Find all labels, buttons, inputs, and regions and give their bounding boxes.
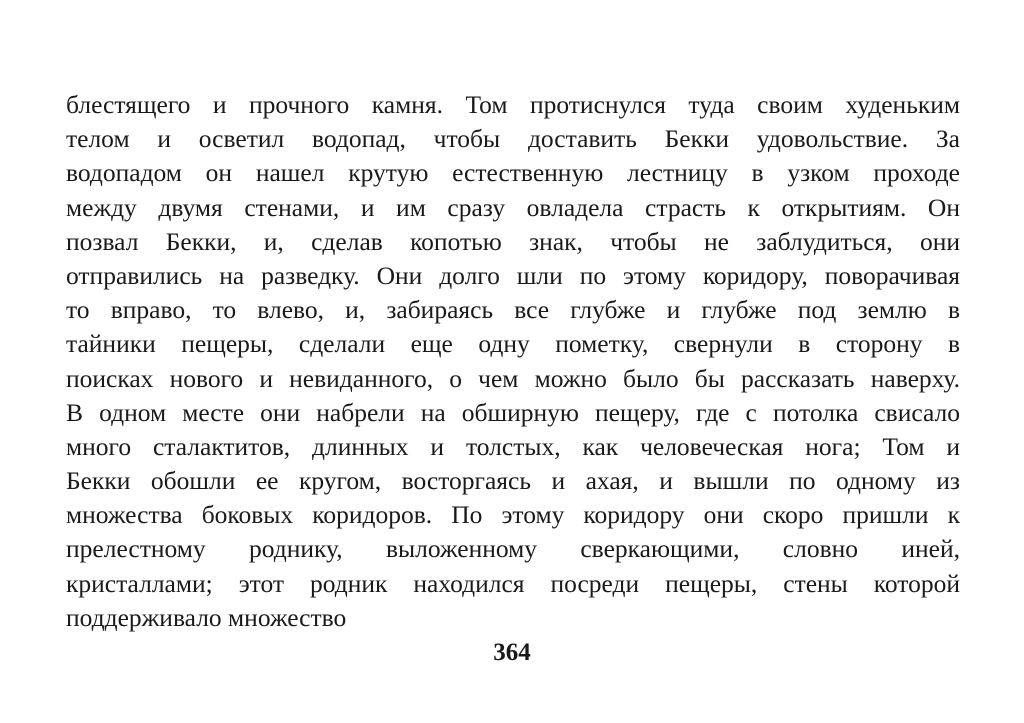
text-line: поисках нового и невиданного, о чем можно было бы рассказать наверху. <box>66 363 960 393</box>
text-line: водопадом он нашел крутую естественную лестницу в узком проходе <box>66 158 960 188</box>
text-line: позвал Бекки, и, сделав копотью знак, чтобы не заблудиться, они <box>66 226 960 256</box>
page-text <box>66 88 960 635</box>
text-line: Бекки обошли ее кругом, восторгаясь и ахая, и вышли по одному из <box>66 466 960 496</box>
text-line: то вправо, то влево, и, забираясь все глубже и глубже под землю в <box>66 295 960 325</box>
text-line: телом и осветил водопад, чтобы доставить Бекки удовольствие. За <box>66 124 960 154</box>
text-line: тайники пещеры, сделали еще одну пометку, свернули в сторону в <box>66 329 960 359</box>
page-number: 364 <box>493 639 531 666</box>
text-line: множества боковых коридоров. По этому коридору они скоро пришли к <box>66 500 960 530</box>
text-line: кристаллами; этот родник находился посреди пещеры, стены которой <box>66 568 960 598</box>
text-line: В одном месте они набрели на обширную пещеру, где с потолка свисало <box>66 397 960 427</box>
text-line: прелестному роднику, выложенному сверкающими, словно иней, <box>66 534 960 564</box>
text-line: много сталактитов, длинных и толстых, как человеческая нога; Том и <box>66 431 960 461</box>
text-line: отправились на разведку. Они долго шли по этому коридору, поворачивая <box>66 260 960 290</box>
text-line: между двумя стенами, и им сразу овладела страсть к открытиям. Он <box>66 192 960 222</box>
text-line: поддерживало множество <box>66 602 347 632</box>
text-line: блестящего и прочного камня. Том протиснулся туда своим худеньким <box>66 90 960 119</box>
